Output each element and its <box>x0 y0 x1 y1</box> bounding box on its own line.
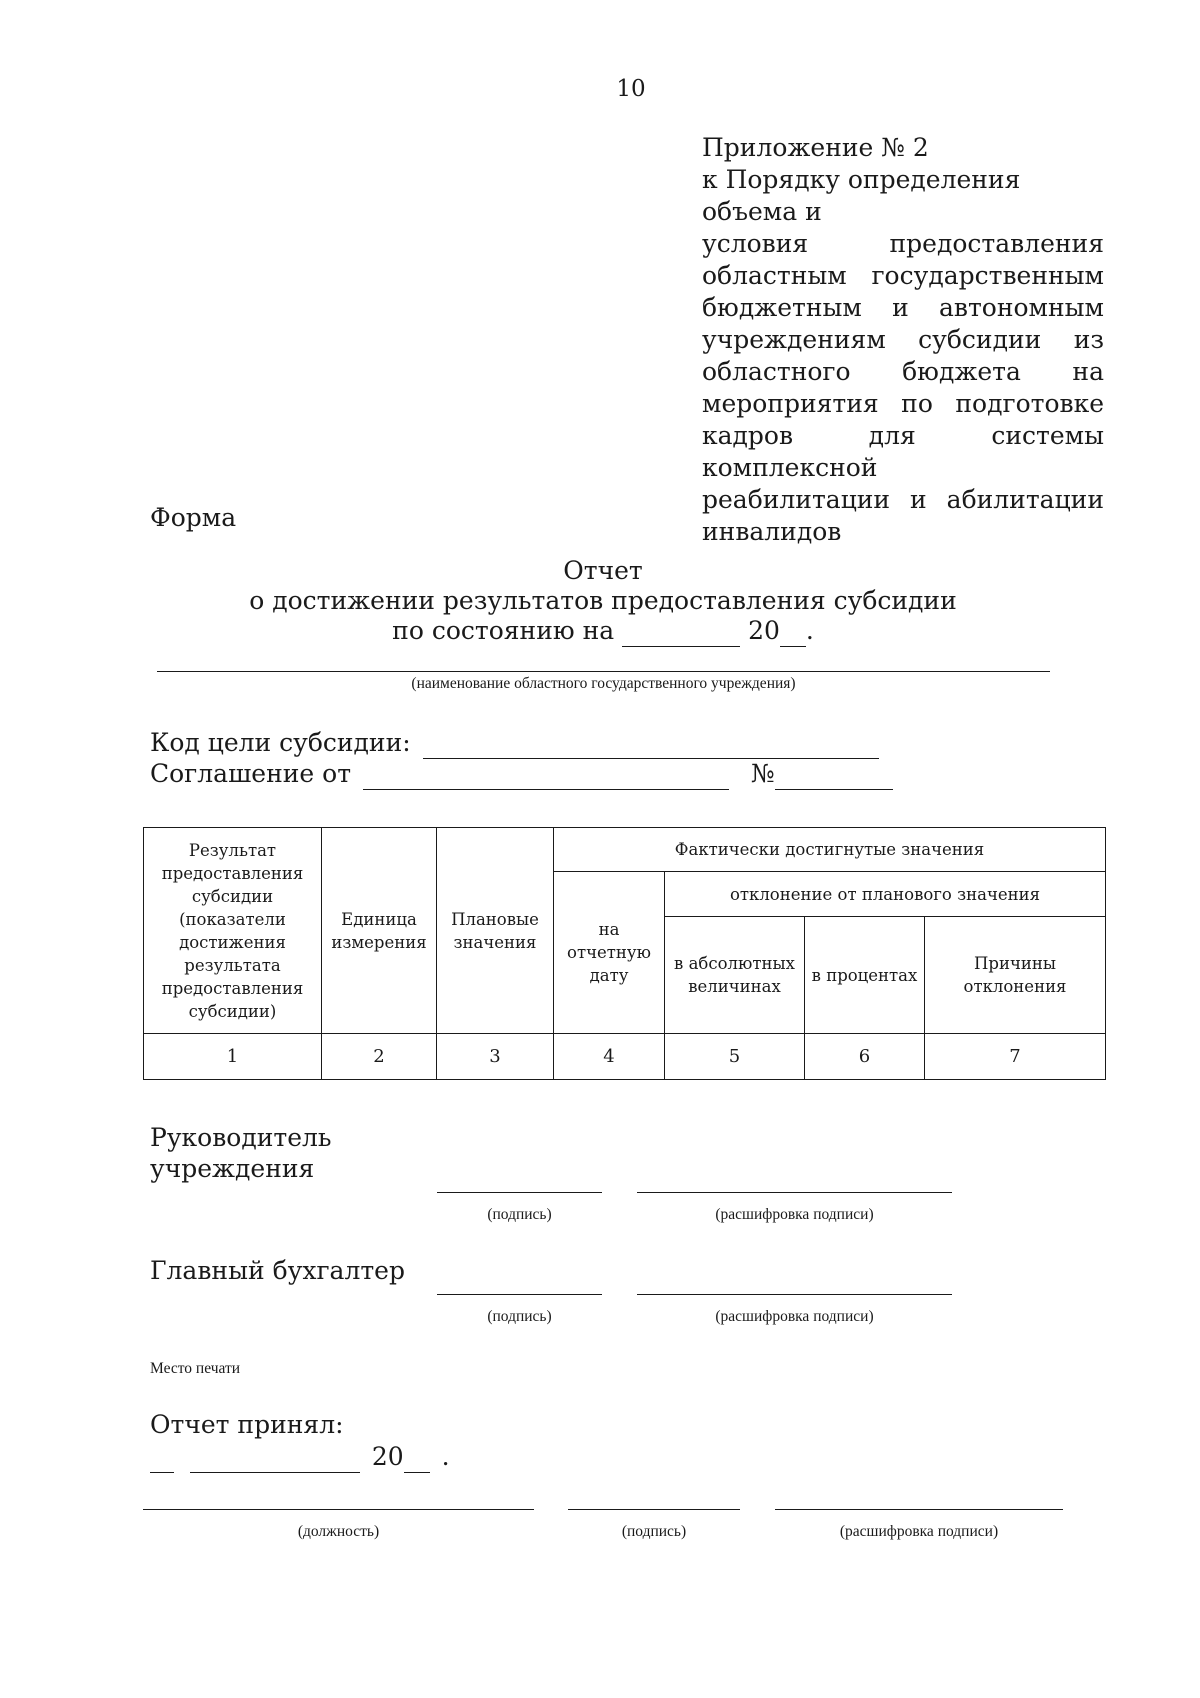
report-date-blank[interactable] <box>622 620 740 647</box>
accepted-signature-caption: (подпись) <box>621 1523 687 1540</box>
appendix-line: реабилитации и абилитации <box>702 485 1104 514</box>
accepted-suffix: . <box>441 1442 450 1471</box>
appendix-line: областным государственным <box>702 261 1104 290</box>
agreement-label: Соглашение от <box>150 759 352 788</box>
accepted-year: 20 <box>371 1442 404 1471</box>
institution-caption: (наименование областного государственного учреждения) <box>411 675 796 692</box>
header-planned: Плановые значения <box>437 828 554 1034</box>
report-date-line <box>0 615 1200 647</box>
agreement-number-field[interactable] <box>775 763 893 790</box>
report-title-line2: о достижении результатов предоставления субсидии <box>249 586 957 615</box>
accepted-month-blank[interactable] <box>190 1446 360 1473</box>
accountant-signature-caption: (подпись) <box>487 1308 552 1325</box>
head-signature-caption: (подпись) <box>487 1206 552 1223</box>
agreement-row <box>150 758 893 790</box>
accepted-decoding-line[interactable] <box>775 1509 1063 1510</box>
header-unit: Единица измерения <box>322 828 437 1034</box>
form-label: Форма <box>150 503 237 532</box>
report-date-prefix: по состоянию на <box>392 616 615 645</box>
appendix-line: к Порядку определения объема и <box>702 165 1021 226</box>
agreement-date-field[interactable] <box>363 763 729 790</box>
appendix-line: Приложение № 2 <box>702 133 929 162</box>
number-sign: № <box>750 759 775 788</box>
accountant-label: Главный бухгалтер <box>150 1256 405 1285</box>
report-date-year: 20 <box>748 616 780 645</box>
column-number: 6 <box>805 1034 925 1080</box>
accountant-decoding-line[interactable] <box>637 1294 952 1295</box>
header-absolute: в абсолютных величинах <box>665 917 805 1034</box>
report-date-suffix: . <box>805 616 814 645</box>
head-label-line2: учреждения <box>150 1154 315 1183</box>
column-number: 1 <box>144 1034 322 1080</box>
appendix-line: условия предоставления <box>702 229 1104 258</box>
head-label-line1: Руководитель <box>150 1123 332 1152</box>
accepted-label: Отчет принял: <box>150 1410 344 1439</box>
appendix-line: кадров для системы комплексной <box>702 421 1104 482</box>
header-percent: в процентах <box>805 917 925 1034</box>
goal-code-label: Код цели субсидии: <box>150 728 411 757</box>
institution-name-line[interactable] <box>157 671 1050 672</box>
stamp-place: Место печати <box>150 1360 241 1377</box>
column-number: 3 <box>437 1034 554 1080</box>
page-number: 10 <box>616 76 646 102</box>
goal-code-field[interactable] <box>423 732 879 759</box>
column-number: 7 <box>925 1034 1106 1080</box>
accountant-signature-line[interactable] <box>437 1294 602 1295</box>
header-result: Результат предоставления субсидии (показатели достижения результата предоставления субсидии) <box>144 828 322 1034</box>
report-table <box>143 827 1106 1080</box>
appendix-line: бюджетным и автономным <box>702 293 1104 322</box>
appendix-line: мероприятия по подготовке <box>702 389 1104 418</box>
header-actual: Фактически достигнутые значения <box>554 828 1106 872</box>
accepted-date-row <box>150 1441 450 1473</box>
report-year-blank[interactable] <box>780 620 806 647</box>
accepted-signature-line[interactable] <box>568 1509 740 1510</box>
appendix-line: инвалидов <box>702 517 842 546</box>
accepted-decoding-caption: (расшифровка подписи) <box>839 1523 999 1540</box>
appendix-block <box>702 132 1104 548</box>
column-number: 2 <box>322 1034 437 1080</box>
head-decoding-caption: (расшифровка подписи) <box>715 1206 874 1223</box>
accountant-decoding-caption: (расшифровка подписи) <box>715 1308 874 1325</box>
head-decoding-line[interactable] <box>637 1192 952 1193</box>
appendix-line: областного бюджета на <box>702 357 1104 386</box>
position-caption: (должность) <box>297 1523 380 1540</box>
report-title-line1: Отчет <box>563 556 643 585</box>
accepted-year-blank[interactable] <box>404 1446 430 1473</box>
accepted-day-blank[interactable] <box>150 1446 174 1473</box>
head-signature-line[interactable] <box>437 1192 602 1193</box>
column-number: 5 <box>665 1034 805 1080</box>
header-on-date: на отчетную дату <box>554 872 665 1034</box>
position-line[interactable] <box>143 1509 534 1510</box>
goal-code-row <box>150 727 879 759</box>
appendix-line: учреждениям субсидии из <box>702 325 1104 354</box>
header-deviation: отклонение от планового значения <box>665 872 1106 917</box>
column-number: 4 <box>554 1034 665 1080</box>
header-reasons: Причины отклонения <box>925 917 1106 1034</box>
